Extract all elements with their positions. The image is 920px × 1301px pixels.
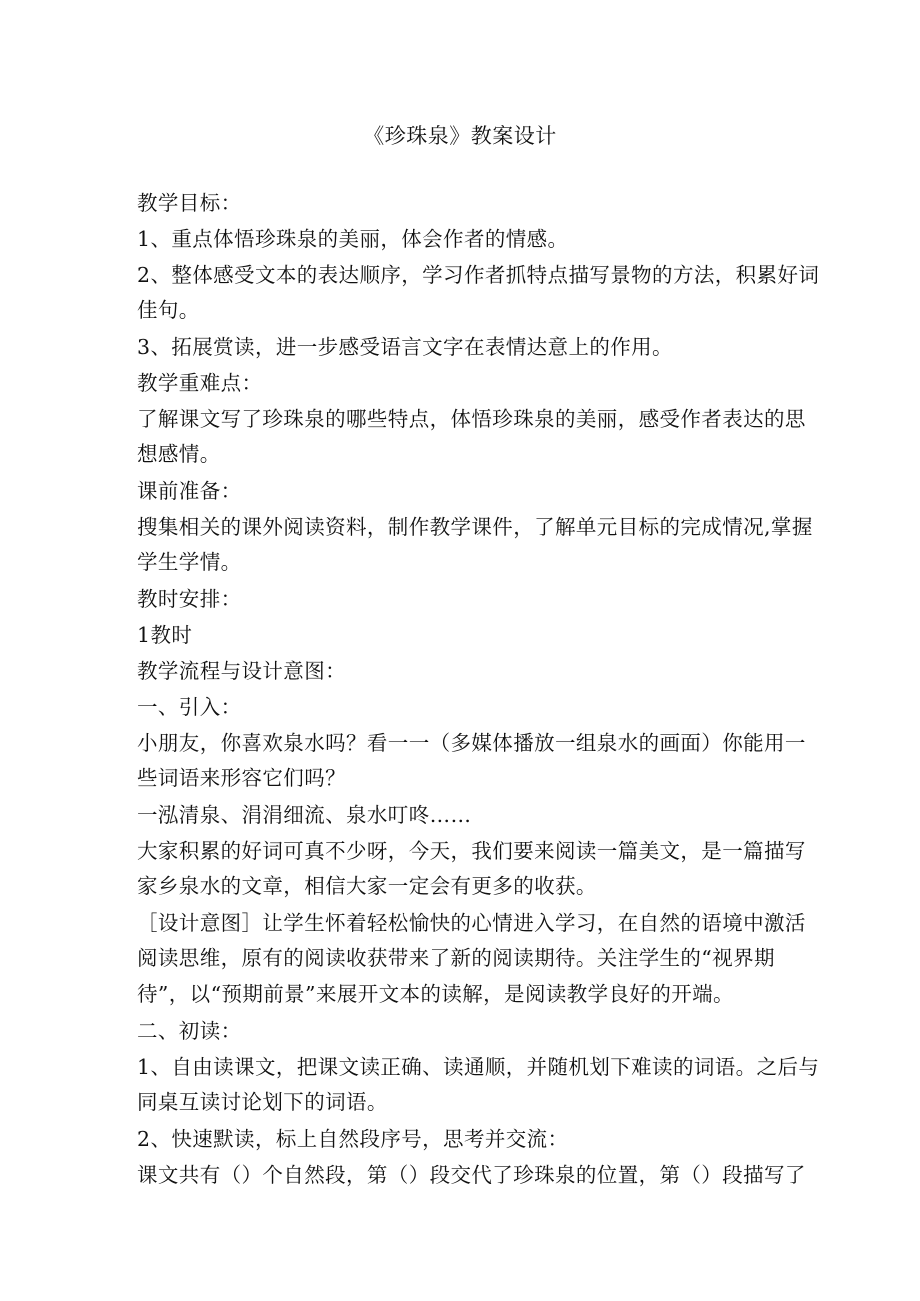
text-line: 一泓清泉、涓涓细流、泉水叮咚…… [137, 803, 472, 827]
text-line: 待”，以“预期前景”来展开文本的读解，是阅读教学良好的开端。 [137, 982, 734, 1006]
document-title: 《珍珠泉》教案设计 [363, 124, 557, 148]
text-line: 二、初读： [137, 1019, 242, 1043]
text-line: 些词语来形容它们吗？ [137, 766, 346, 790]
text-line: 学生学情。 [137, 550, 242, 574]
text-line: 教学重难点： [137, 371, 263, 395]
text-line: 1、重点体悟珍珠泉的美丽，体会作者的情感。 [137, 227, 569, 251]
text-line: 教学目标： [137, 191, 242, 215]
text-line: 搜集相关的课外阅读资料，制作教学课件，了解单元目标的完成情况,掌握 [137, 515, 813, 539]
text-line: 课文共有（）个自然段，第（）段交代了珍珠泉的位置，第（）段描写了 [137, 1163, 806, 1187]
text-line: 教时安排： [137, 587, 242, 611]
text-line: 2、快速默读，标上自然段序号，思考并交流： [137, 1127, 569, 1151]
text-line: 佳句。 [137, 298, 200, 322]
text-line: 2、整体感受文本的表达顺序，学习作者抓特点描写景物的方法，积累好词 [137, 263, 820, 287]
text-line: 课前准备： [137, 479, 242, 503]
text-line: 3、拓展赏读，进一步感受语言文字在表情达意上的作用。 [137, 335, 673, 359]
text-line: 大家积累的好词可真不少呀，今天，我们要来阅读一篇美文，是一篇描写 [137, 839, 806, 863]
text-line: 教学流程与设计意图： [137, 659, 346, 683]
text-line: 了解课文写了珍珠泉的哪些特点，体悟珍珠泉的美丽，感受作者表达的思 [137, 407, 806, 431]
text-line: ［设计意图］让学生怀着轻松愉快的心情进入学习，在自然的语境中激活 [137, 911, 806, 935]
text-line: 同桌互读讨论划下的词语。 [137, 1090, 388, 1114]
text-line: 小朋友，你喜欢泉水吗？看一一（多媒体播放一组泉水的画面）你能用一 [137, 731, 806, 755]
text-line: 家乡泉水的文章，相信大家一定会有更多的收获。 [137, 874, 597, 898]
text-line: 想感情。 [137, 442, 221, 466]
text-line: 1、自由读课文，把课文读正确、读通顺，并随机划下难读的词语。之后与 [137, 1055, 820, 1079]
text-line: 一、引入： [137, 695, 242, 719]
text-line: 1教时 [137, 623, 193, 647]
text-line: 阅读思维，原有的阅读收获带来了新的阅读期待。关注学生的“视界期 [137, 946, 775, 970]
